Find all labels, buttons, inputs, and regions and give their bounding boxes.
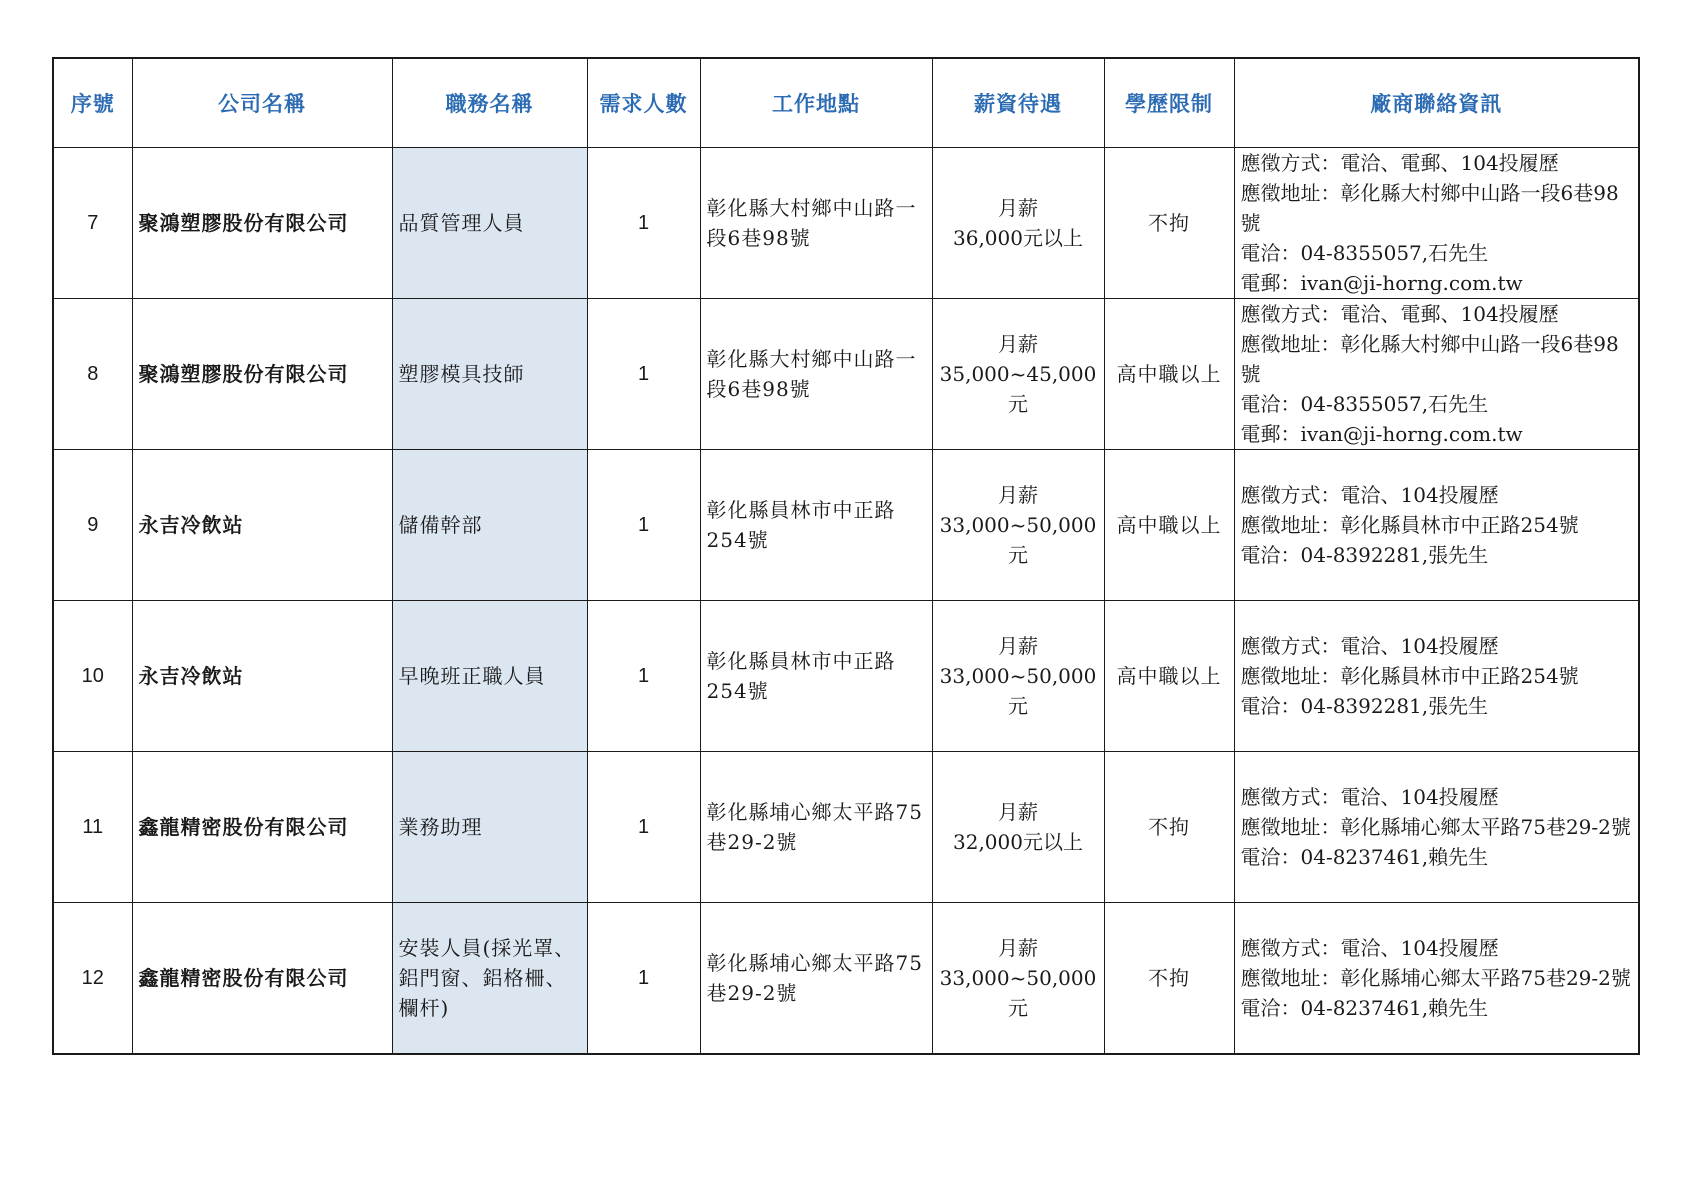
salary-line: 36,000元以上 [953,226,1083,250]
job-rows [53,148,1639,1055]
header-location: 工作地點 [700,58,932,148]
contact-line: 電洽：04-8355057,石先生 [1240,241,1489,265]
row-contact [1234,752,1639,903]
contact-line: 應徵方式：電洽、104投履歷 [1240,483,1499,507]
salary-line: 元 [1008,392,1028,416]
row-contact [1234,903,1639,1055]
contact-line: 電郵：ivan@ji-horng.com.tw [1240,422,1523,446]
contact-line: 應徵地址：彰化縣員林市中正路254號 [1240,513,1579,537]
row-company: 鑫龍精密股份有限公司 [132,752,392,903]
contact-line: 電洽：04-8237461,賴先生 [1240,996,1489,1020]
row-company: 鑫龍精密股份有限公司 [132,903,392,1055]
header-contact: 廠商聯絡資訊 [1234,58,1639,148]
salary-line: 月薪 [998,196,1038,220]
table-row [53,752,1639,903]
row-salary [932,450,1104,601]
row-location: 彰化縣埔心鄉太平路75巷29-2號 [700,903,932,1055]
contact-line: 應徵地址：彰化縣大村鄉中山路一段6巷98號 [1240,181,1619,235]
salary-line: 元 [1008,543,1028,567]
row-job-title: 業務助理 [392,752,587,903]
table-row [53,148,1639,299]
salary-line: 32,000元以上 [953,830,1083,854]
salary-line: 月薪 [998,483,1038,507]
contact-line: 應徵方式：電洽、電郵、104投履歷 [1240,151,1559,175]
header-row [53,58,1639,148]
row-job-title: 塑膠模具技師 [392,299,587,450]
row-education: 高中職以上 [1104,299,1234,450]
salary-line: 月薪 [998,800,1038,824]
row-headcount: 1 [587,450,700,601]
row-company: 永吉冷飲站 [132,450,392,601]
contact-line: 應徵方式：電洽、104投履歷 [1240,936,1499,960]
row-headcount: 1 [587,299,700,450]
row-education: 不拘 [1104,148,1234,299]
contact-line: 應徵地址：彰化縣員林市中正路254號 [1240,664,1579,688]
row-location: 彰化縣埔心鄉太平路75巷29-2號 [700,752,932,903]
salary-line: 元 [1008,694,1028,718]
salary-line: 33,000~50,000 [939,966,1097,990]
contact-line: 應徵方式：電洽、104投履歷 [1240,785,1499,809]
table-row [53,903,1639,1055]
row-contact [1234,450,1639,601]
row-seq: 11 [53,752,132,903]
contact-line: 電洽：04-8392281,張先生 [1240,694,1489,718]
contact-line: 電郵：ivan@ji-horng.com.tw [1240,271,1523,295]
row-company: 聚鴻塑膠股份有限公司 [132,148,392,299]
row-seq: 10 [53,601,132,752]
header-salary: 薪資待遇 [932,58,1104,148]
salary-line: 月薪 [998,332,1038,356]
row-headcount: 1 [587,601,700,752]
header-company: 公司名稱 [132,58,392,148]
table-row [53,299,1639,450]
salary-line: 35,000~45,000 [939,362,1097,386]
row-salary [932,299,1104,450]
header-count: 需求人數 [587,58,700,148]
row-company: 永吉冷飲站 [132,601,392,752]
contact-line: 應徵地址：彰化縣埔心鄉太平路75巷29-2號 [1240,966,1631,990]
row-job-title: 早晚班正職人員 [392,601,587,752]
row-location: 彰化縣員林市中正路254號 [700,601,932,752]
row-headcount: 1 [587,903,700,1055]
row-job-title: 儲備幹部 [392,450,587,601]
contact-line: 電洽：04-8237461,賴先生 [1240,845,1489,869]
row-salary [932,903,1104,1055]
header-job: 職務名稱 [392,58,587,148]
job-listing-sheet [52,57,1638,1055]
row-salary [932,148,1104,299]
contact-line: 電洽：04-8392281,張先生 [1240,543,1489,567]
row-seq: 7 [53,148,132,299]
salary-line: 33,000~50,000 [939,513,1097,537]
contact-line: 應徵地址：彰化縣埔心鄉太平路75巷29-2號 [1240,815,1631,839]
header-education: 學歷限制 [1104,58,1234,148]
row-education: 高中職以上 [1104,601,1234,752]
row-location: 彰化縣大村鄉中山路一段6巷98號 [700,148,932,299]
row-headcount: 1 [587,752,700,903]
row-job-title: 品質管理人員 [392,148,587,299]
row-contact [1234,148,1639,299]
row-location: 彰化縣員林市中正路254號 [700,450,932,601]
table-row [53,450,1639,601]
row-contact [1234,299,1639,450]
table-row [53,601,1639,752]
row-location: 彰化縣大村鄉中山路一段6巷98號 [700,299,932,450]
row-contact [1234,601,1639,752]
row-company: 聚鴻塑膠股份有限公司 [132,299,392,450]
salary-line: 元 [1008,996,1028,1020]
contact-line: 電洽：04-8355057,石先生 [1240,392,1489,416]
row-headcount: 1 [587,148,700,299]
row-seq: 9 [53,450,132,601]
salary-line: 月薪 [998,634,1038,658]
salary-line: 33,000~50,000 [939,664,1097,688]
row-job-title: 安裝人員(採光罩、鋁門窗、鋁格柵、欄杆) [392,903,587,1055]
job-listing-table [52,57,1640,1055]
row-seq: 8 [53,299,132,450]
contact-line: 應徵地址：彰化縣大村鄉中山路一段6巷98號 [1240,332,1619,386]
row-salary [932,752,1104,903]
row-education: 不拘 [1104,752,1234,903]
row-education: 高中職以上 [1104,450,1234,601]
row-education: 不拘 [1104,903,1234,1055]
salary-line: 月薪 [998,936,1038,960]
contact-line: 應徵方式：電洽、電郵、104投履歷 [1240,302,1559,326]
row-seq: 12 [53,903,132,1055]
row-salary [932,601,1104,752]
header-seq: 序號 [53,58,132,148]
contact-line: 應徵方式：電洽、104投履歷 [1240,634,1499,658]
